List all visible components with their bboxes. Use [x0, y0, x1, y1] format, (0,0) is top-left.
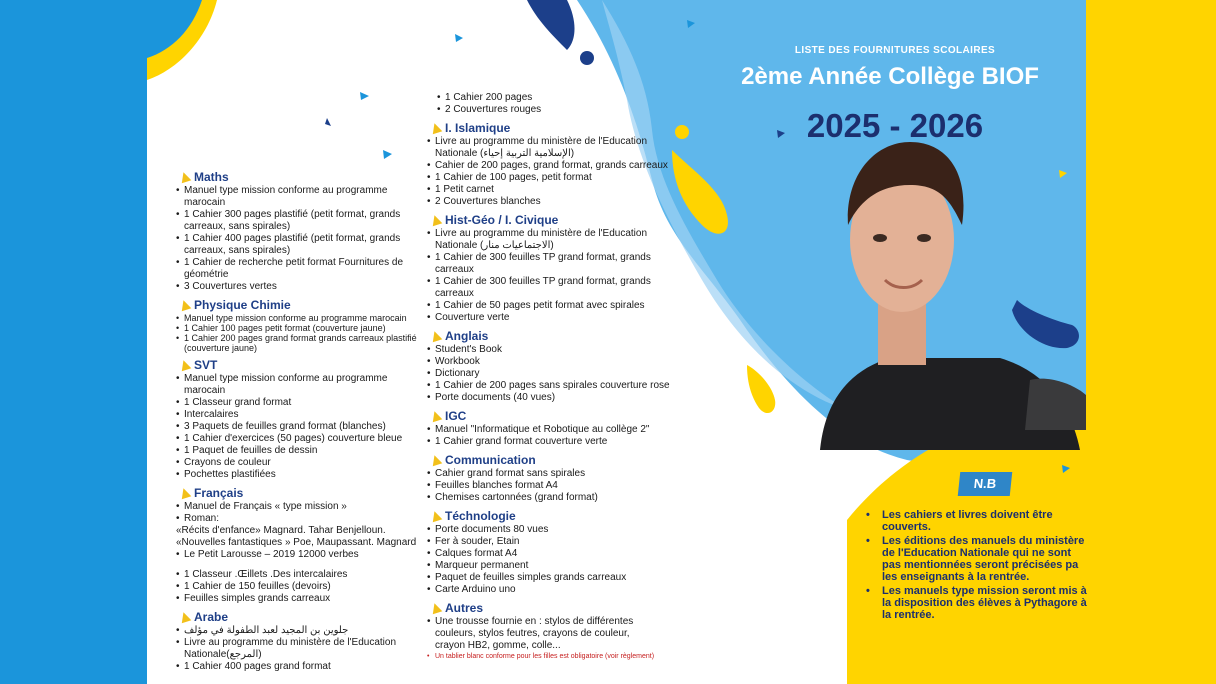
list-item: • 3 Couvertures vertes	[176, 281, 428, 293]
section-technologie	[427, 509, 685, 596]
list-item: • Carte Arduino uno	[427, 584, 685, 596]
confetti	[325, 118, 331, 126]
list-item: • 1 Cahier 400 pages grand format	[176, 661, 428, 673]
navy-swoosh	[527, 0, 575, 50]
section-title: Téchnologie	[427, 509, 685, 524]
list-item: • Feuilles blanches format A4	[427, 480, 685, 492]
section-anglais	[427, 329, 685, 404]
section-title: IGC	[427, 409, 685, 424]
list-item: • Porte documents 80 vues	[427, 524, 685, 536]
list-item: • 3 Paquets de feuilles grand format (blanches)	[176, 421, 428, 433]
right-yellow-band	[1086, 0, 1216, 684]
list-item: • Une trousse fournie en : stylos de différentes couleurs, stylos feutres, crayons de couleur, crayon HB2, gomme, colle...	[427, 616, 647, 652]
section-title: I. Islamique	[427, 121, 685, 136]
list-item: • جلوين بن المجيد لعبد الطفولة في مؤلف	[176, 625, 428, 637]
nb-notes	[862, 509, 1090, 623]
section-title: Arabe	[176, 610, 428, 625]
list-item: • 1 Cahier de recherche petit format Fournitures de géométrie	[176, 257, 428, 281]
list-item: • 1 Cahier de 300 feuilles TP grand format, grands carreaux	[427, 252, 685, 276]
list-item: • Manuel type mission conforme au programme marocain	[176, 373, 428, 397]
list-item: • 1 Cahier 200 pages grand format grands carreaux plastifié (couverture jaune)	[176, 333, 428, 353]
list-item: • Livre au programme du ministère de l'Education Nationale (الاجتماعيات منار)	[427, 228, 685, 252]
list-item: • Pochettes plastifiées	[176, 469, 428, 481]
list-item: • 1 Cahier 100 pages petit format (couverture jaune)	[176, 323, 428, 333]
list-item: «Nouvelles fantastiques » Poe, Maupassant. Magnard	[176, 537, 417, 548]
student-photo	[800, 130, 1090, 450]
list-subtitle: LISTE DES FOURNITURES SCOLAIRES	[794, 45, 996, 56]
section-igc	[427, 409, 685, 448]
list-item: • Calques format A4	[427, 548, 685, 560]
list-item: • 1 Cahier d'exercices (50 pages) couverture bleue	[176, 433, 428, 445]
list-item: • Manuel type mission conforme au programme marocain	[176, 185, 428, 209]
list-item: • 2 Couvertures blanches	[427, 196, 685, 208]
list-item: • 1 Cahier de 50 pages petit format avec spirales	[427, 300, 685, 312]
list-item: • Couverture verte	[427, 312, 685, 324]
list-item: • 1 Cahier de 200 pages sans spirales couverture rose	[427, 380, 685, 392]
section-title: SVT	[176, 358, 428, 373]
list-item: • 1 Cahier de 100 pages, petit format	[427, 172, 685, 184]
section-title: Anglais	[427, 329, 685, 344]
uniform-note: • Un tablier blanc conforme pour les filles est obligatoire (voir règlement)	[427, 652, 655, 661]
page-title: 2ème Année Collège BIOF	[741, 63, 1039, 90]
list-item: • 1 Paquet de feuilles de dessin	[176, 445, 428, 457]
list-item: • Cahier de 200 pages, grand format, grands carreaux	[427, 160, 685, 172]
confetti	[360, 92, 369, 100]
right-eye	[917, 234, 931, 242]
section-svt	[176, 358, 428, 481]
confetti	[455, 34, 463, 42]
section-title: Communication	[427, 453, 685, 468]
list-item: • Paquet de feuilles simples grands carreaux	[427, 572, 685, 584]
list-item: • 1 Cahier 300 pages plastifié (petit format, grands carreaux, sans spirales)	[176, 209, 428, 233]
section-physique-chimie	[176, 298, 428, 353]
list-item: • Workbook	[427, 356, 685, 368]
section-arabe	[176, 610, 428, 673]
list-item: • Dictionary	[427, 368, 685, 380]
nb-note: • Les cahiers et livres doivent être couverts.	[862, 509, 1090, 533]
nb-note: • Les manuels type mission seront mis à la disposition des élèves à Pythagore à la rentrée.	[862, 585, 1090, 621]
left-eye	[873, 234, 887, 242]
list-item: • Feuilles simples grands carreaux	[176, 593, 428, 605]
section-title: Français	[176, 486, 428, 501]
list-item: • Manuel type mission conforme au programme marocain	[176, 313, 428, 323]
list-item: • Le Petit Larousse – 2019 12000 verbes	[176, 549, 428, 561]
navy-dot	[580, 51, 594, 65]
list-item: • 1 Cahier grand format couverture verte	[427, 436, 685, 448]
list-item: • Fer à souder, Etain	[427, 536, 685, 548]
list-item: «Récits d'enfance» Magnard. Tahar Benjelloun.	[176, 525, 386, 536]
nb-label: N.B	[958, 472, 1013, 496]
list-item: • 1 Classeur .Œillets .Des intercalaires	[176, 569, 428, 581]
section-maths	[176, 170, 428, 293]
section-title: Autres	[427, 601, 685, 616]
list-item: • Crayons de couleur	[176, 457, 428, 469]
list-item: • Intercalaires	[176, 409, 428, 421]
left-blue-band	[0, 0, 148, 684]
section-autres	[427, 601, 685, 661]
list-item: • 1 Cahier 400 pages plastifié (petit format, grands carreaux, sans spirales)	[176, 233, 428, 257]
supplies-column-right	[427, 92, 685, 666]
section-title: Hist-Géo / I. Civique	[427, 213, 685, 228]
list-item: • 2 Couvertures rouges	[437, 104, 685, 116]
section-arabe-continued	[427, 92, 685, 116]
yellow-drop-small	[747, 365, 775, 413]
list-item: • 1 Cahier de 150 feuilles (devoirs)	[176, 581, 428, 593]
list-item: • Marqueur permanent	[427, 560, 685, 572]
list-item: • Cahier grand format sans spirales	[427, 468, 685, 480]
list-item: • Manuel de Français « type mission »	[176, 501, 428, 513]
nb-note: • Les éditions des manuels du ministère de l'Education Nationale qui ne sont pas mentionnées seront précisées pa les enseignants à la rentrée.	[862, 535, 1090, 583]
list-item: • 1 Classeur grand format	[176, 397, 428, 409]
section-islamique	[427, 121, 685, 208]
section-title: Physique Chimie	[176, 298, 428, 313]
backpack-strap	[1025, 379, 1086, 430]
list-item: • Chemises cartonnées (grand format)	[427, 492, 685, 504]
section-communication	[427, 453, 685, 504]
list-item: • 1 Petit carnet	[427, 184, 685, 196]
section-hist-geo	[427, 213, 685, 324]
section-title: Maths	[176, 170, 428, 185]
list-item: • Livre au programme du ministère de l'Education Nationale(المرجع)	[176, 637, 428, 661]
list-item: • 1 Cahier de 300 feuilles TP grand format, grands carreaux	[427, 276, 685, 300]
list-item: • 1 Cahier 200 pages	[437, 92, 685, 104]
list-item: • Manuel "Informatique et Robotique au collège 2"	[427, 424, 685, 436]
confetti	[383, 150, 392, 159]
list-item: • Roman:	[176, 513, 428, 525]
list-item: • Student's Book	[427, 344, 685, 356]
list-item: • Livre au programme du ministère de l'Education Nationale (الإسلامية التربية إحياء)	[427, 136, 685, 160]
list-item: • Porte documents (40 vues)	[427, 392, 685, 404]
supplies-column-left	[176, 170, 428, 678]
school-year: 2025 - 2026	[806, 107, 984, 144]
section-francais	[176, 486, 428, 605]
